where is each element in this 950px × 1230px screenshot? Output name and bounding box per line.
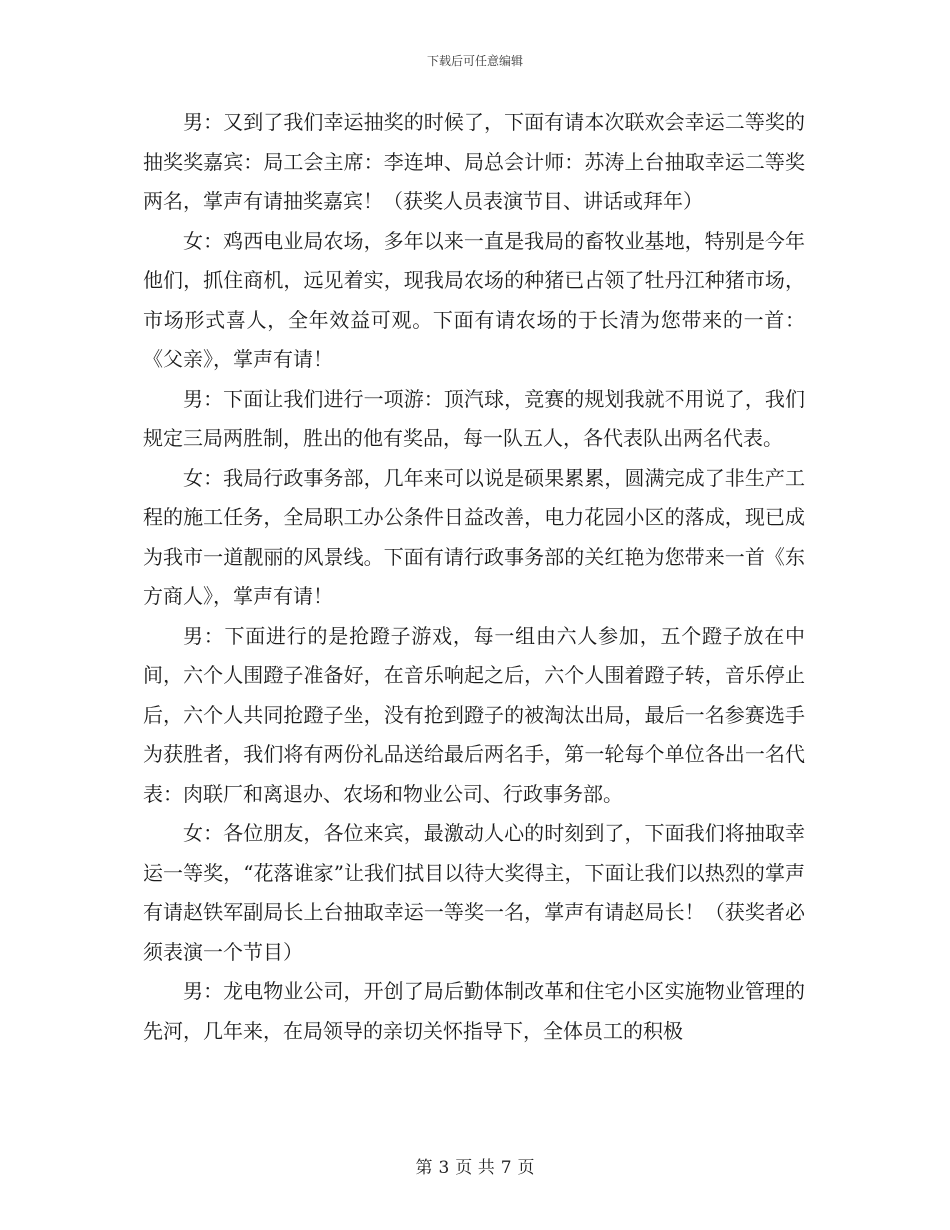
- document-body: [143, 103, 805, 1051]
- paragraph: 女：各位朋友，各位来宾，最激动人心的时刻到了，下面我们将抽取幸运一等奖，“花落谁家”让我们拭目以待大奖得主，下面让我们以热烈的掌声有请赵铁军副局长上台抽取幸运一等奖一名，掌声有请赵局长！（获奖者必须表演一个节目）: [143, 821, 805, 964]
- paragraph: 女：鸡西电业局农场，多年以来一直是我局的畜牧业基地，特别是今年他们，抓住商机，远见着实，现我局农场的种猪已占领了牡丹江种猪市场，市场形式喜人，全年效益可观。下面有请农场的于长清为您带来的一首：《父亲》，掌声有请！: [143, 228, 805, 371]
- paragraph: 男：下面进行的是抢蹬子游戏，每一组由六人参加，五个蹬子放在中间，六个人围蹬子准备好，在音乐响起之后，六个人围着蹬子转，音乐停止后，六个人共同抢蹬子坐，没有抢到蹬子的被淘汰出局，最后一名参赛选手为获胜者，我们将有两份礼品送给最后两名手，第一轮每个单位各出一名代表：肉联厂和离退办、农场和物业公司、行政事务部。: [143, 623, 805, 806]
- footer-suffix: 页: [517, 1158, 535, 1178]
- paragraph: 男：下面让我们进行一项游：顶汽球，竞赛的规划我就不用说了，我们规定三局两胜制，胜出的他有奖品，每一队五人，各代表队出两名代表。: [143, 386, 805, 450]
- page-footer: [0, 1153, 950, 1178]
- page-header-note: 下载后可任意编辑: [426, 54, 523, 68]
- footer-middle: 页 共: [455, 1158, 495, 1178]
- current-page-number: 3: [438, 1158, 450, 1178]
- footer-prefix: 第: [415, 1158, 433, 1178]
- total-pages-number: 7: [500, 1158, 512, 1178]
- paragraph: 男：又到了我们幸运抽奖的时候了，下面有请本次联欢会幸运二等奖的抽奖奖嘉宾：局工会主席：李连坤、局总会计师：苏涛上台抽取幸运二等奖两名，掌声有请抽奖嘉宾！（获奖人员表演节目、讲话或拜年）: [143, 110, 805, 213]
- paragraph: 女：我局行政事务部，几年来可以说是硕果累累，圆满完成了非生产工程的施工任务，全局职工办公条件日益改善，电力花园小区的落成，现已成为我市一道靓丽的风景线。下面有请行政事务部的关红艳为您带来一首《东方商人》，掌声有请！: [143, 465, 805, 608]
- paragraph: 男：龙电物业公司，开创了局后勤体制改革和住宅小区实施物业管理的先河，几年来，在局领导的亲切关怀指导下，全体员工的积极: [143, 979, 805, 1043]
